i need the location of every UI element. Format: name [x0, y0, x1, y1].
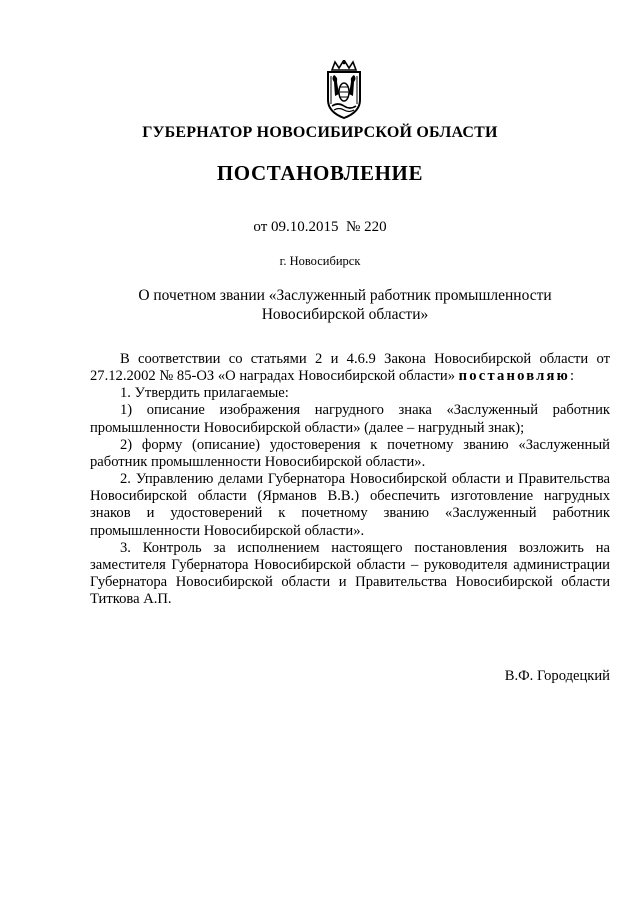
document-number: № 220 — [346, 219, 387, 235]
coat-of-arms-icon — [319, 60, 369, 120]
title-line: О почетном звании «Заслуженный работник промышленности — [138, 287, 552, 304]
date-number-line — [0, 219, 640, 236]
document-type-heading: ПОСТАНОВЛЕНИЕ — [216, 161, 424, 185]
document-body — [90, 351, 610, 608]
document-title — [90, 286, 600, 324]
decree-item: 1) описание изображения нагрудного знака «Заслуженный работник промышленности Новосибирской области» (далее – нагрудный знак); — [90, 402, 610, 436]
decree-item: 2) форму (описание) удостоверения к почетному званию «Заслуженный работник промышленности Новосибирской области». — [90, 436, 610, 470]
decree-keyword: постановляю — [458, 368, 570, 385]
decree-item: 3. Контроль за исполнением настоящего постановления возложить на заместителя Губернатора Новосибирской области – руководителя администрации Губернатора Новосибирской области и Правительства Новосибирской области Титкова А.П. — [90, 539, 610, 608]
title-line: Новосибирской области» — [261, 306, 429, 323]
place-of-issue: г. Новосибирск — [279, 254, 361, 268]
preamble-paragraph — [90, 351, 610, 385]
preamble-end: : — [569, 368, 575, 385]
authority-heading: ГУБЕРНАТОР НОВОСИБИРСКОЙ ОБЛАСТИ — [142, 124, 498, 141]
decree-item: 1. Утвердить прилагаемые: — [120, 385, 289, 402]
signature-name: В.Ф. Городецкий — [504, 668, 610, 684]
decree-item: 2. Управлению делами Губернатора Новосибирской области и Правительства Новосибирской области (Ярманов В.В.) обеспечить изготовление нагрудных знаков и удостоверений к почетному званию «Заслуженный работник промышленности Новосибирской области». — [90, 471, 610, 539]
preamble-text: В соответствии со статьями 2 и 4.6.9 Закона Новосибирской области от 27.12.2002 № 85-ОЗ «О наградах Новосибирской области» — [90, 351, 610, 385]
document-date: от 09.10.2015 — [253, 219, 339, 235]
